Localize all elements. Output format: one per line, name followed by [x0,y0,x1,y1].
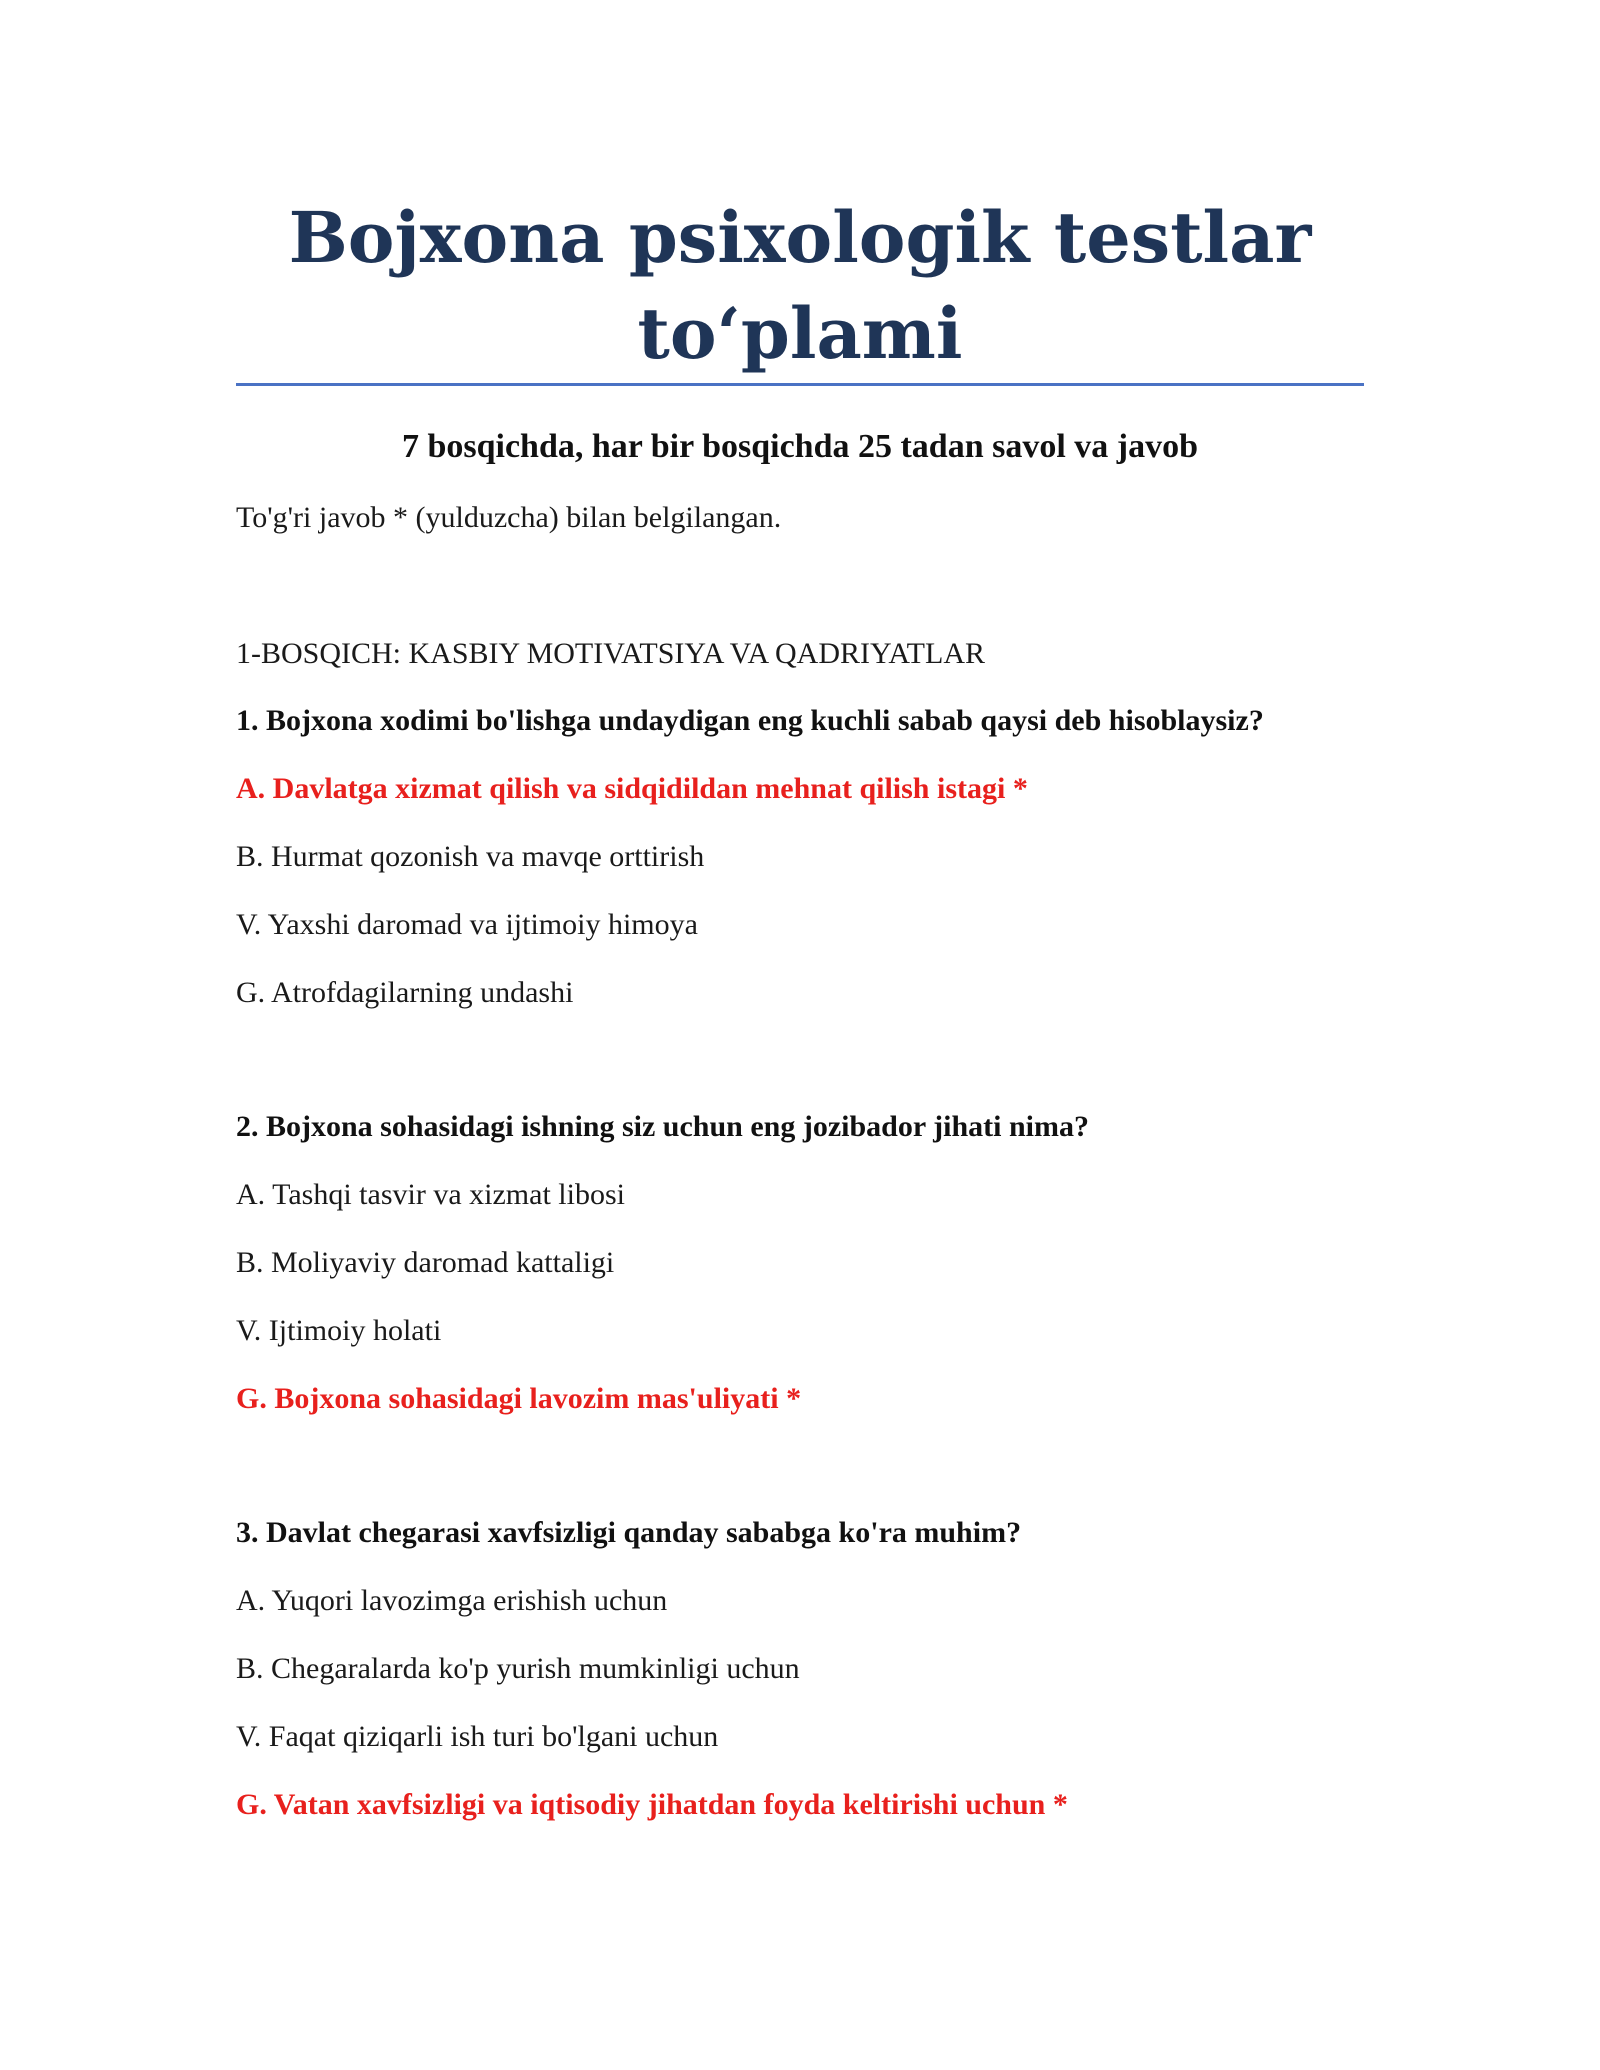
answer-option-a: A. Tashqi tasvir va xizmat libosi [236,1178,625,1211]
answer-option-g: G. Atrofdagilarning undashi [236,976,574,1009]
question-text: 1. Bojxona xodimi bo'lishga undaydigan eng kuchli sabab qaysi deb hisoblaysiz? [236,704,1264,737]
answer-option-g-correct: G. Bojxona sohasidagi lavozim mas'uliyati * [236,1382,802,1415]
answer-option-b: B. Moliyaviy daromad kattaligi [236,1246,615,1279]
answer-option-v: V. Ijtimoiy holati [236,1314,442,1347]
answer-option-v: V. Faqat qiziqarli ish turi bo'lgani uchun [236,1720,719,1753]
stage-heading: 1-BOSQICH: KASBIY MOTIVATSIYA VA QADRIYATLAR [236,637,985,670]
answer-key-note: To'g'ri javob * (yulduzcha) bilan belgilangan. [236,501,782,534]
answer-option-b: B. Chegaralarda ko'p yurish mumkinligi uchun [236,1652,800,1685]
answer-option-b: B. Hurmat qozonish va mavqe orttirish [236,840,705,873]
question-1 [236,699,1364,1015]
answer-option-a-correct: A. Davlatga xizmat qilish va sidqidildan mehnat qilish istagi * [236,772,1028,805]
answer-option-a: A. Yuqori lavozimga erishish uchun [236,1584,668,1617]
answer-option-g-correct: G. Vatan xavfsizligi va iqtisodiy jihatdan foyda keltirishi uchun * [236,1788,1068,1821]
question-text: 2. Bojxona sohasidagi ishning siz uchun eng jozibador jihati nima? [236,1110,1089,1143]
question-3 [236,1511,1364,1827]
document-subtitle: 7 bosqichda, har bir bosqichda 25 tadan savol va javob [401,428,1199,465]
question-text: 3. Davlat chegarasi xavfsizligi qanday sababga ko'ra muhim? [236,1516,1022,1549]
answer-option-v: V. Yaxshi daromad va ijtimoiy himoya [236,908,698,941]
document-title: Bojxona psixologik testlar to‘plami [288,196,1312,375]
question-2 [236,1105,1364,1421]
title-divider [236,383,1364,386]
